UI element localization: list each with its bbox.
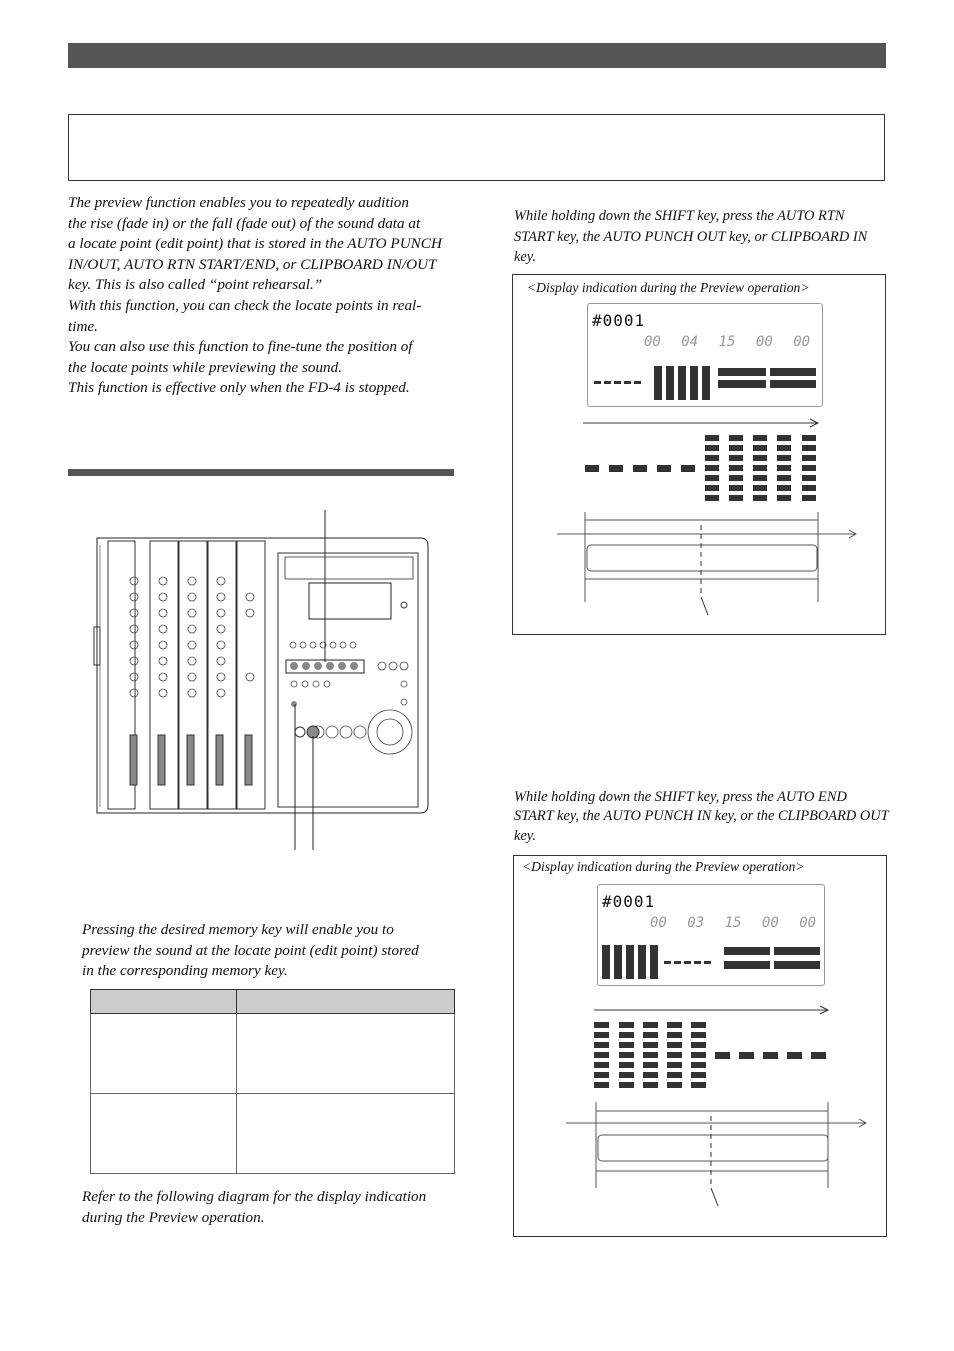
preview-diagram-2 xyxy=(514,856,888,1238)
display-panel-2 xyxy=(513,855,887,1237)
header-bar xyxy=(68,43,886,68)
program-number: #0001 xyxy=(602,892,656,911)
memory-key-table xyxy=(90,989,455,1174)
section-divider xyxy=(68,469,454,476)
program-number: #0001 xyxy=(592,311,646,330)
display-panel-1 xyxy=(512,274,886,635)
title-box xyxy=(68,114,885,181)
time-counter: 00 03 15 00 00 xyxy=(650,915,817,931)
memory-key-paragraph: Pressing the desired memory key will enable you to preview the sound at the locate point (edit point) stored in the corresponding memory key. xyxy=(82,921,419,980)
refer-paragraph: Refer to the following diagram for the display indication during the Preview operation. xyxy=(82,1188,427,1226)
display-caption: <Display indication during the Preview operation> xyxy=(527,280,810,295)
step2-instruction: While holding down the SHIFT key, press the AUTO END START key, the AUTO PUNCH IN key, or the CLIPBOARD OUT key. xyxy=(514,789,889,844)
intro-paragraph: The preview function enables you to repeatedly audition the rise (fade in) or the fall (fade out) of the sound data at a locate point (edit point) that is stored in the AUTO PUNCH IN/OUT, AUTO RTN START/END, or CLIPBOARD IN/OUT key. This is also called “point rehearsal.” With this function, you can check the locate points in real- time. You can also use this function to fine-tune the position of the locate points while previewing the sound. This function is effective only when the FD-4 is stopped. xyxy=(68,194,442,397)
time-counter: 00 04 15 00 00 xyxy=(644,334,811,350)
step1-instruction: While holding down the SHIFT key, press the AUTO RTN START key, the AUTO PUNCH OUT key, or CLIPBOARD IN key. xyxy=(514,208,868,266)
fd4-device-illustration xyxy=(90,505,435,855)
display-caption: <Display indication during the Preview operation> xyxy=(522,859,805,874)
preview-diagram-1 xyxy=(513,275,887,636)
